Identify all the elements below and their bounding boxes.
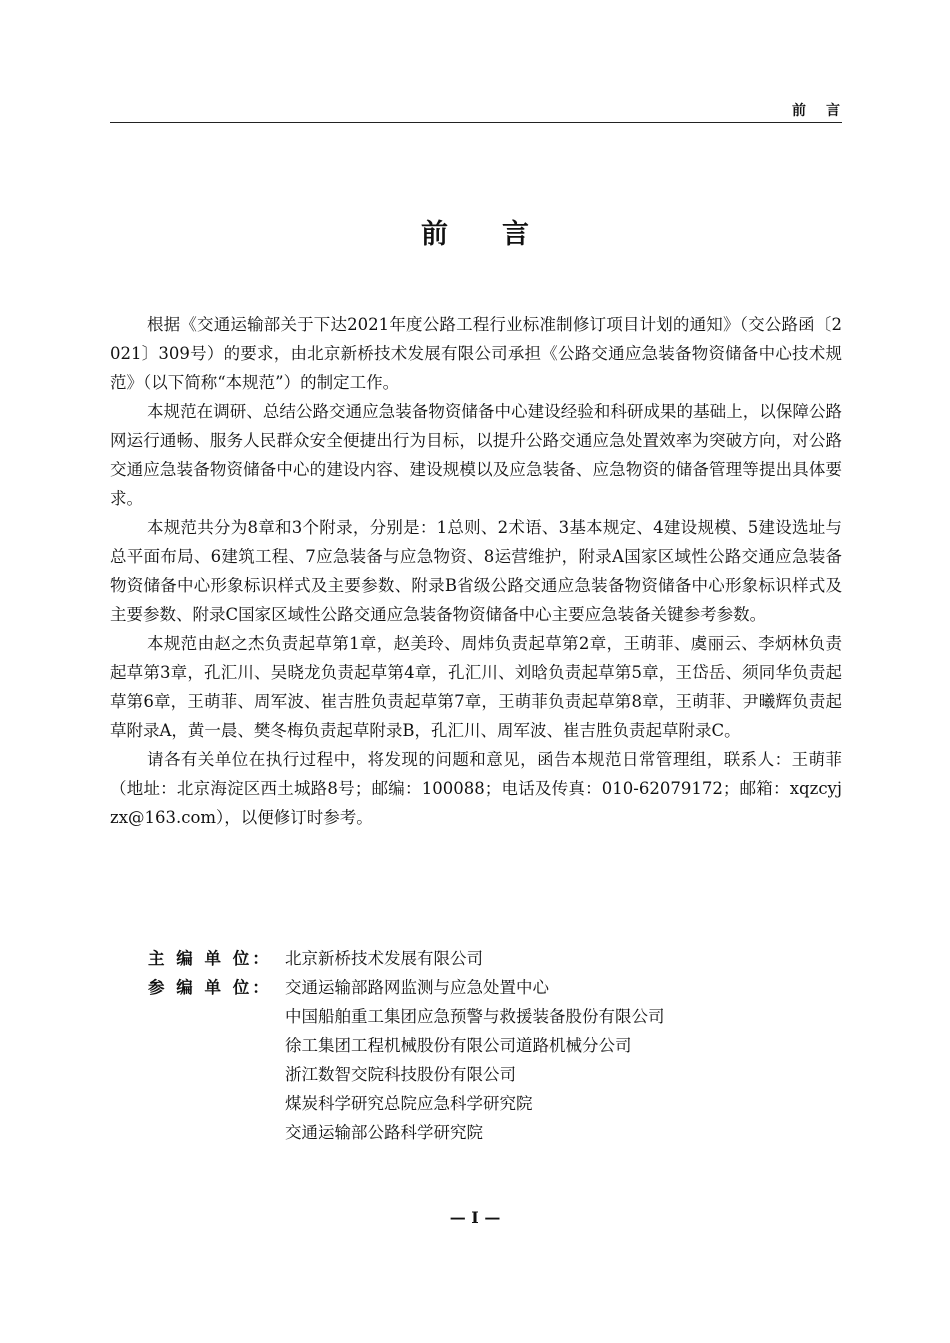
participating-unit: 交通运输部路网监测与应急处置中心 bbox=[285, 978, 549, 997]
preface-paragraph-structure: 本规范共分为8章和3个附录，分别是：1总则、2术语、3基本规定、4建设规模、5建设选址与总平面布局、6建筑工程、7应急装备与应急物资、8运营维护，附录A国家区域性公路交通应急装备物资储备中心形象标识样式及主要参数、附录B省级公路交通应急装备物资储备中心形象标识样式及主要参数、附录C国家区域性公路交通应急装备物资储备中心主要应急装备关键参考参数。 bbox=[110, 518, 842, 624]
participating-unit: 浙江数智交院科技股份有限公司 bbox=[285, 1065, 516, 1084]
preface-body bbox=[110, 310, 842, 832]
page-title: 前言 bbox=[421, 219, 583, 250]
participating-unit: 交通运输部公路科学研究院 bbox=[285, 1123, 483, 1142]
participating-unit: 中国船舶重工集团应急预警与救援装备股份有限公司 bbox=[285, 1007, 665, 1026]
editing-units bbox=[148, 944, 848, 1147]
participating-editor-row bbox=[148, 973, 848, 1147]
chief-editor-row bbox=[148, 944, 848, 973]
chief-editor-label: 主 编 单 位： bbox=[148, 949, 272, 968]
chief-editor-unit: 北京新桥技术发展有限公司 bbox=[285, 949, 483, 968]
participating-unit: 煤炭科学研究总院应急科学研究院 bbox=[285, 1094, 533, 1113]
chief-editor-names bbox=[285, 944, 483, 973]
page-number: — I — bbox=[449, 1208, 501, 1227]
preface-paragraph-purpose: 本规范在调研、总结公路交通应急装备物资储备中心建设经验和科研成果的基础上，以保障公路网运行通畅、服务人民群众安全便捷出行为目标，以提升公路交通应急处置效率为突破方向，对公路交通应急装备物资储备中心的建设内容、建设规模以及应急装备、应急物资的储备管理等提出具体要求。 bbox=[110, 402, 842, 508]
participating-editor-names bbox=[285, 973, 665, 1147]
running-header-title: 前言 bbox=[792, 103, 860, 119]
running-header bbox=[110, 98, 860, 123]
preface-paragraph-contact: 请各有关单位在执行过程中，将发现的问题和意见，函告本规范日常管理组，联系人：王萌菲（地址：北京海淀区西土城路8号；邮编：100088；电话及传真：010-62079172；邮箱：xqzcyjzx@163.com），以便修订时参考。 bbox=[110, 750, 842, 827]
preface-paragraph-basis: 根据《交通运输部关于下达2021年度公路工程行业标准制修订项目计划的通知》（交公路函〔2021〕309号）的要求，由北京新桥技术发展有限公司承担《公路交通应急装备物资储备中心技术规范》（以下简称“本规范”）的制定工作。 bbox=[110, 315, 842, 392]
participating-editor-label: 参 编 单 位： bbox=[148, 978, 272, 997]
participating-unit: 徐工集团工程机械股份有限公司道路机械分公司 bbox=[285, 1036, 632, 1055]
preface-paragraph-drafters: 本规范由赵之杰负责起草第1章，赵美玲、周炜负责起草第2章，王萌菲、虞丽云、李炳林负责起草第3章，孔汇川、吴晓龙负责起草第4章，孔汇川、刘晗负责起草第5章，王岱岳、须同华负责起草第6章，王萌菲、周军波、崔吉胜负责起草第7章，王萌菲负责起草第8章，王萌菲、尹曦辉负责起草附录A，黄一晨、樊冬梅负责起草附录B，孔汇川、周军波、崔吉胜负责起草附录C。 bbox=[110, 634, 842, 740]
